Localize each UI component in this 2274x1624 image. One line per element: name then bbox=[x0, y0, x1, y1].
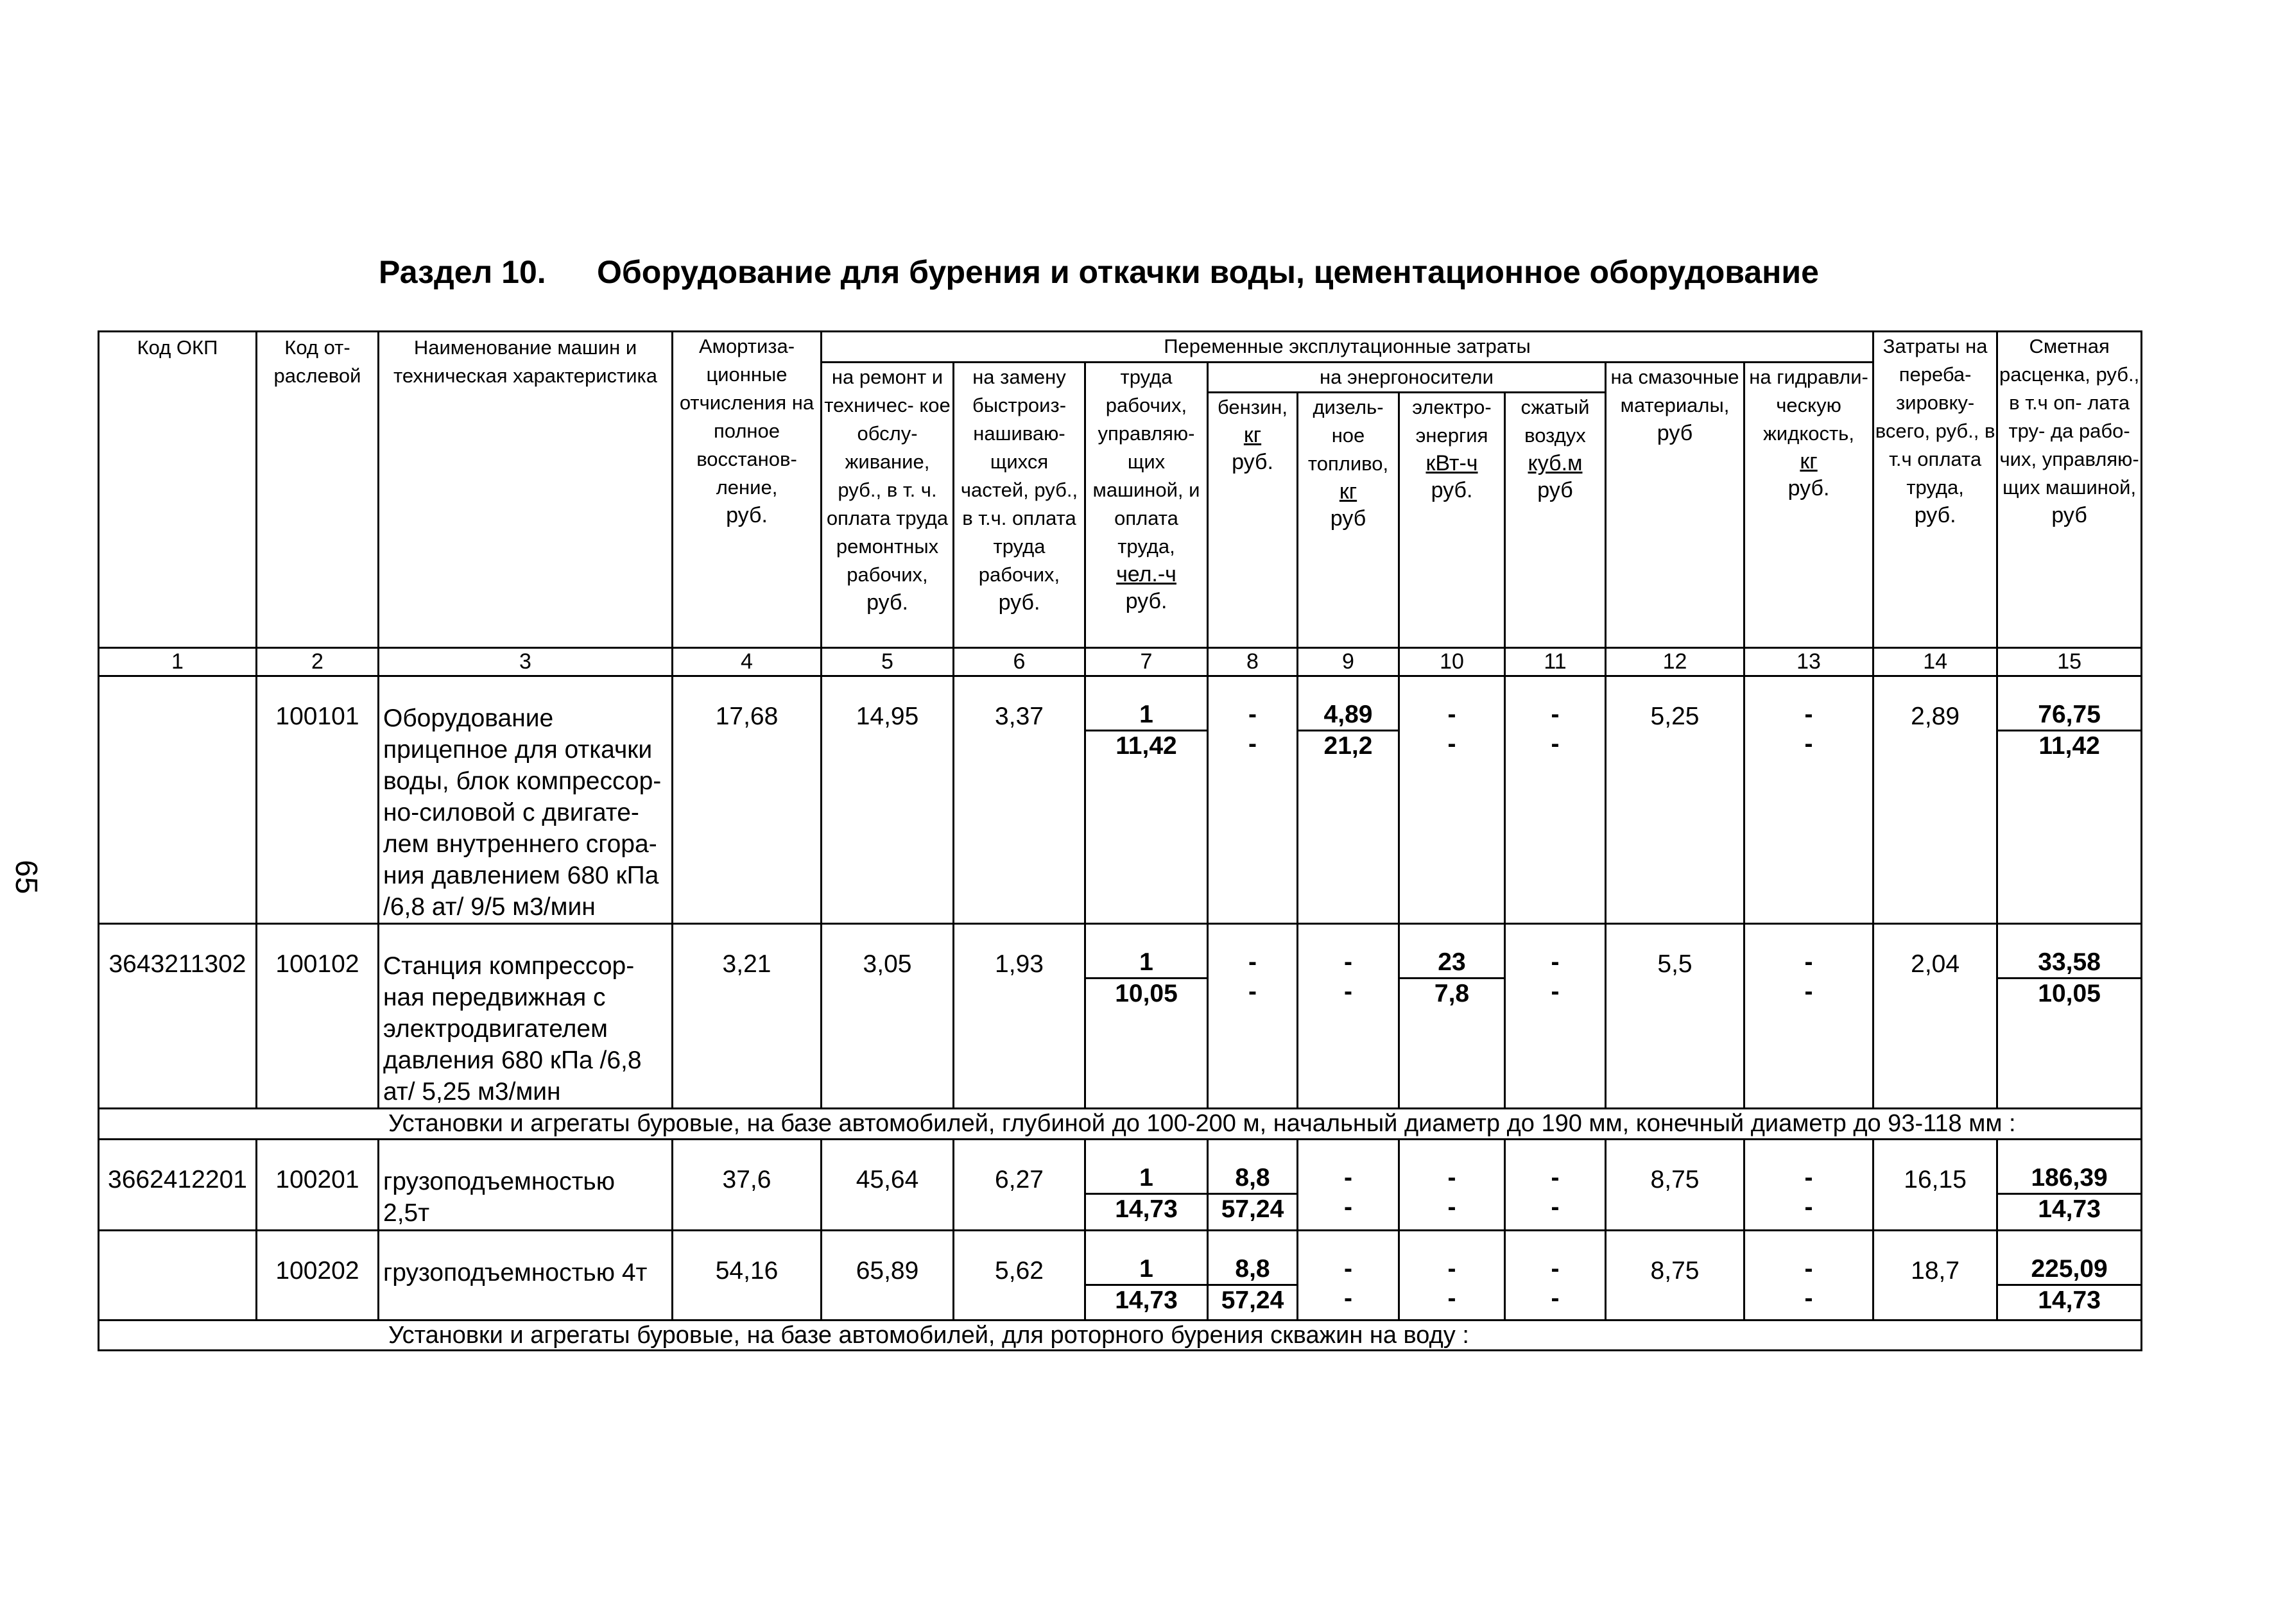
column-number: 3 bbox=[379, 648, 673, 676]
parts-value: 1,93 bbox=[954, 924, 1085, 1109]
branch-code: 100101 bbox=[257, 676, 379, 924]
electricity-value: - - bbox=[1399, 1231, 1505, 1321]
header-price: Сметная расценка, руб., в т.ч оп- лата тру- да рабо- чих, управляю- щих машиной, руб bbox=[1997, 332, 2142, 648]
lubricant-value: 5,25 bbox=[1606, 676, 1744, 924]
column-number: 7 bbox=[1085, 648, 1208, 676]
header-okp: Код ОКП bbox=[99, 332, 257, 648]
section-title: Оборудование для бурения и откачки воды, цементационное оборудование bbox=[597, 254, 1819, 290]
price-value: 76,75 11,42 bbox=[1997, 676, 2142, 924]
relocation-value: 2,89 bbox=[1873, 676, 1997, 924]
branch-code: 100102 bbox=[257, 924, 379, 1109]
parts-value: 5,62 bbox=[954, 1231, 1085, 1321]
column-number: 11 bbox=[1505, 648, 1606, 676]
petrol-value: - - bbox=[1208, 924, 1298, 1109]
hydraulic-value: - - bbox=[1744, 676, 1873, 924]
petrol-value: 8,8 57,24 bbox=[1208, 1140, 1298, 1231]
hydraulic-value: - - bbox=[1744, 1231, 1873, 1321]
lubricant-value: 5,5 bbox=[1606, 924, 1744, 1109]
header-petrol: бензин, кг руб. bbox=[1208, 393, 1298, 648]
okp-code bbox=[99, 1231, 257, 1321]
section-heading bbox=[379, 253, 1819, 291]
labor-value: 1 14,73 bbox=[1085, 1140, 1208, 1231]
petrol-value: - - bbox=[1208, 676, 1298, 924]
okp-code: 3662412201 bbox=[99, 1140, 257, 1231]
amortization-value: 3,21 bbox=[673, 924, 822, 1109]
column-number: 14 bbox=[1873, 648, 1997, 676]
okp-code: 3643211302 bbox=[99, 924, 257, 1109]
column-number: 8 bbox=[1208, 648, 1298, 676]
table-row bbox=[99, 1231, 2142, 1321]
header-relocation: Затраты на переба- зировку- всего, руб., в т.ч оплата труда, руб. bbox=[1873, 332, 1997, 648]
header-amortization: Амортиза- ционные отчисления на полное восстанов- ление, руб. bbox=[673, 332, 822, 648]
branch-code: 100201 bbox=[257, 1140, 379, 1231]
header-name: Наименование машин и техническая характеристика bbox=[379, 332, 673, 648]
header-branch-code: Код от- раслевой bbox=[257, 332, 379, 648]
repair-value: 65,89 bbox=[822, 1231, 954, 1321]
relocation-value: 2,04 bbox=[1873, 924, 1997, 1109]
section-label: Раздел 10. bbox=[379, 254, 546, 290]
header-lubricants: на смазочные материалы, руб bbox=[1606, 363, 1744, 648]
column-number: 13 bbox=[1744, 648, 1873, 676]
labor-value: 1 11,42 bbox=[1085, 676, 1208, 924]
column-number: 2 bbox=[257, 648, 379, 676]
labor-value: 1 10,05 bbox=[1085, 924, 1208, 1109]
amortization-value: 54,16 bbox=[673, 1231, 822, 1321]
column-number: 10 bbox=[1399, 648, 1505, 676]
header-labor: труда рабочих, управляю- щих машиной, и оплата труда, чел.-ч руб. bbox=[1085, 363, 1208, 648]
air-value: - - bbox=[1505, 924, 1606, 1109]
repair-value: 3,05 bbox=[822, 924, 954, 1109]
column-number: 5 bbox=[822, 648, 954, 676]
header-hydraulic: на гидравли- ческую жидкость, кг руб. bbox=[1744, 363, 1873, 648]
petrol-value: 8,8 57,24 bbox=[1208, 1231, 1298, 1321]
header-electricity: электро- энергия кВт-ч руб. bbox=[1399, 393, 1505, 648]
air-value: - - bbox=[1505, 676, 1606, 924]
electricity-value: 23 7,8 bbox=[1399, 924, 1505, 1109]
column-number: 15 bbox=[1997, 648, 2142, 676]
parts-value: 3,37 bbox=[954, 676, 1085, 924]
group-title: Установки и агрегаты буровые, на базе автомобилей, глубиной до 100-200 м, начальный диаметр до 190 мм, конечный диаметр до 93-118 мм : bbox=[99, 1109, 2142, 1140]
relocation-value: 18,7 bbox=[1873, 1231, 1997, 1321]
repair-value: 45,64 bbox=[822, 1140, 954, 1231]
lubricant-value: 8,75 bbox=[1606, 1140, 1744, 1231]
column-number: 12 bbox=[1606, 648, 1744, 676]
lubricant-value: 8,75 bbox=[1606, 1231, 1744, 1321]
diesel-value: - - bbox=[1298, 1231, 1399, 1321]
amortization-value: 17,68 bbox=[673, 676, 822, 924]
electricity-value: - - bbox=[1399, 676, 1505, 924]
column-number: 6 bbox=[954, 648, 1085, 676]
repair-value: 14,95 bbox=[822, 676, 954, 924]
parts-value: 6,27 bbox=[954, 1140, 1085, 1231]
column-number: 1 bbox=[99, 648, 257, 676]
group-title: Установки и агрегаты буровые, на базе автомобилей, для роторного бурения скважин на воду : bbox=[99, 1321, 2142, 1351]
diesel-value: - - bbox=[1298, 1140, 1399, 1231]
machine-name: грузоподъемностью 4т bbox=[379, 1231, 673, 1321]
amortization-value: 37,6 bbox=[673, 1140, 822, 1231]
labor-value: 1 14,73 bbox=[1085, 1231, 1208, 1321]
branch-code: 100202 bbox=[257, 1231, 379, 1321]
machine-name: грузоподъемностью 2,5т bbox=[379, 1140, 673, 1231]
header-variable-costs: Переменные эксплутационные затраты bbox=[822, 332, 1873, 363]
column-number: 9 bbox=[1298, 648, 1399, 676]
price-value: 225,09 14,73 bbox=[1997, 1231, 2142, 1321]
diesel-value: - - bbox=[1298, 924, 1399, 1109]
table-row bbox=[99, 924, 2142, 1109]
price-value: 186,39 14,73 bbox=[1997, 1140, 2142, 1231]
page-number: 65 bbox=[9, 860, 43, 894]
header-energy: на энергоносители bbox=[1208, 363, 1606, 393]
air-value: - - bbox=[1505, 1140, 1606, 1231]
machine-name: Станция компрессор- ная передвижная с электродвигателем давления 680 кПа /6,8 ат/ 5,25 м3/мин bbox=[379, 924, 673, 1109]
header-compressed-air: сжатый воздух куб.м руб bbox=[1505, 393, 1606, 648]
relocation-value: 16,15 bbox=[1873, 1140, 1997, 1231]
okp-code bbox=[99, 676, 257, 924]
air-value: - - bbox=[1505, 1231, 1606, 1321]
machine-name: Оборудование прицепное для откачки воды, блок компрессор- но-силовой с двигате- лем внутреннего сгора- ния давлением 680 кПа /6,8 ат/ 9/5 м3/мин bbox=[379, 676, 673, 924]
column-number: 4 bbox=[673, 648, 822, 676]
electricity-value: - - bbox=[1399, 1140, 1505, 1231]
table-row bbox=[99, 1140, 2142, 1231]
rates-table bbox=[98, 330, 2142, 1351]
price-value: 33,58 10,05 bbox=[1997, 924, 2142, 1109]
header-parts: на замену быстроиз- нашиваю- щихся частей, руб., в т.ч. оплата труда рабочих, руб. bbox=[954, 363, 1085, 648]
column-number-row bbox=[99, 648, 2142, 676]
hydraulic-value: - - bbox=[1744, 1140, 1873, 1231]
table-row bbox=[99, 676, 2142, 924]
diesel-value: 4,89 21,2 bbox=[1298, 676, 1399, 924]
header-repair: на ремонт и техничес- кое обслу- живание, руб., в т. ч. оплата труда ремонтных рабочих, руб. bbox=[822, 363, 954, 648]
hydraulic-value: - - bbox=[1744, 924, 1873, 1109]
header-diesel: дизель- ное топливо, кг руб bbox=[1298, 393, 1399, 648]
